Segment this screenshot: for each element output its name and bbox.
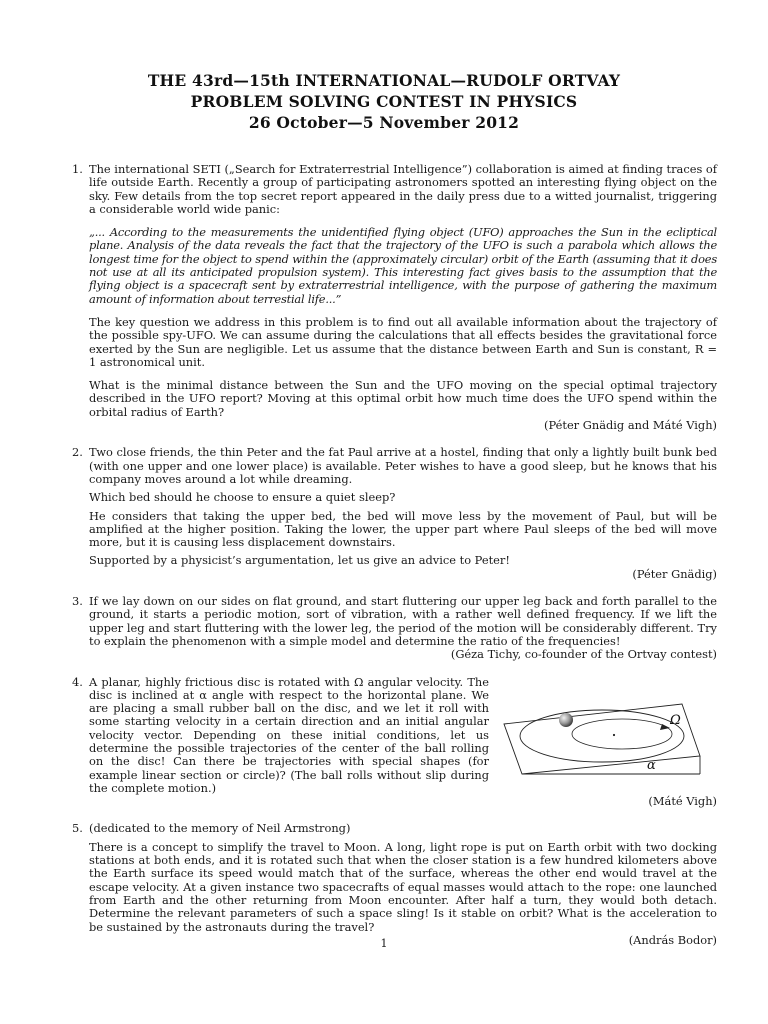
problem-1-paragraph-2: The key question we address in this problem is to find out all available information about the trajectory of the possible spy-UFO. We can assume during the calculations that all effects besides the gravitational force exerted by the Sun are negligible. Let us assume that the distance between Earth and Sun is constant, R = 1 astronomical unit. xyxy=(89,314,717,369)
problem-5-paragraph-2: There is a concept to simplify the travel to Moon. A long, light rope is put on Earth orbit with two docking stations at both ends, and it is rotated such that when the closer station is a few hundred kilometers above the Earth surface its speed would match that of the surface, whereas the other end would travel at the escape velocity. At a given instance two spacecrafts of equal masses would attach to the rope: one launched from Earth and the other returning from Moon encounter. After half a turn, they would both detach. Determine the relevant parameters of such a space sling! Is it stable on orbit? What is the acceleration to be sustained by the astronauts during the travel? xyxy=(89,839,717,934)
problem-2-author: (Péter Gnädig) xyxy=(632,566,717,581)
problem-2-paragraph-2: Which bed should he choose to ensure a quiet sleep? xyxy=(89,490,396,505)
rotation-arrow-arc xyxy=(572,719,672,749)
problem-1-author: (Péter Gnädig and Máté Vigh) xyxy=(544,418,717,433)
problem-5 xyxy=(72,822,717,947)
contest-header xyxy=(0,70,768,133)
title-line-2: PROBLEM SOLVING CONTEST IN PHYSICS xyxy=(190,92,578,111)
title-line-1: THE 43rd—15th INTERNATIONAL—RUDOLF ORTVAY xyxy=(147,71,621,90)
problem-4 xyxy=(72,676,717,809)
problem-number: 4. xyxy=(72,674,83,689)
problem-2-paragraph-1: Two close friends, the thin Peter and the fat Paul arrive at a hostel, finding that only a lightly built bunk bed (with one upper and one lower place) is available. Peter wishes to have a good sleep, but he knows that his company moves around a lot while dreaming. xyxy=(89,445,717,486)
problem-number: 2. xyxy=(72,445,83,460)
problem-3-author: (Géza Tichy, co-founder of the Ortvay contest) xyxy=(450,647,717,662)
problem-4-paragraph-1: A planar, highly frictious disc is rotated with Ω angular velocity. The disc is inclined at α angle with respect to the horizontal plane. We are placing a small rubber ball on the disc, and we let it roll with some starting velocity in a certain direction and an initial angular velocity vector. Depending on these initial conditions, let us determine the possible trajectories of the center of the ball rolling on the disc! Can there be trajectories with special shapes (for example linear section or circle)? (The ball rolls without slip during the complete motion.) xyxy=(89,674,489,795)
problem-1-intro: The international SETI („Search for Extraterrestrial Intelligence”) collaboration is aimed at finding traces of life outside Earth. Recently a group of participating astronomers spotted an interesting flying object on the sky. Few details from the top secret report appeared in the daily press due to a witted journalist, triggering a considerable world wide panic: xyxy=(89,162,717,216)
problem-list xyxy=(72,163,717,947)
problem-1 xyxy=(72,163,717,432)
problem-number: 1. xyxy=(72,162,83,176)
rotating-disc-figure xyxy=(502,686,702,776)
problem-2-paragraph-3: He considers that taking the upper bed, the bed will move less by the movement of Paul, but will be amplified at the higher position. Taking the lower, the upper part where Paul sleeps of the bed will move more, but it is causing less displacement downstairs. xyxy=(89,508,717,550)
problem-5-author: (András Bodor) xyxy=(628,932,717,947)
problem-1-paragraph-3: What is the minimal distance between the Sun and the UFO moving on the special optimal trajectory described in the UFO report? Moving at this optimal orbit how much time does the UFO spend within the orbital radius of Earth? xyxy=(89,378,717,419)
problem-5-dedication: (dedicated to the memory of Neil Armstrong) xyxy=(89,821,351,836)
title-date: 26 October—5 November 2012 xyxy=(248,113,520,132)
alpha-label: α xyxy=(647,757,656,773)
rubber-ball xyxy=(559,713,573,727)
disc-center-dot xyxy=(613,733,615,735)
problem-2-paragraph-4: Supported by a physicist’s argumentation, let us give an advice to Peter! xyxy=(89,553,510,568)
problem-3-paragraph-1: If we lay down on our sides on flat ground, and start fluttering our upper leg back and forth parallel to the ground, it starts a periodic motion, sort of vibration, with a rather well defined frequency. If we lift the upper leg and start fluttering with the lower leg, the period of the motion will be considerably different. Try to explain the phenomenon with a simple model and determine the ratio of the frequencies! xyxy=(89,594,717,648)
problem-3 xyxy=(72,595,717,661)
page-number: 1 xyxy=(380,937,388,950)
disc-outline xyxy=(520,710,684,762)
problem-4-author: (Máté Vigh) xyxy=(648,794,717,809)
problem-2 xyxy=(72,446,717,581)
problem-number: 3. xyxy=(72,594,83,609)
omega-label: Ω xyxy=(670,712,681,728)
problem-number: 5. xyxy=(72,821,83,836)
problem-1-quote: „... According to the measurements the unidentified flying object (UFO) approaches the Sun in the ecliptical plane. Analysis of the data reveals the fact that the trajectory of the UFO is such a parabola which allows the longest time for the object to spend within the (approximately circular) orbit of the Earth (assuming that it does not use at all its anticipated propulsion system). This interesting fact gives basis to the assumption that the flying object is a spacecraft sent by extraterrestrial intelligence, with the purpose of gathering the maximum amount of information about terrestial life...” xyxy=(89,225,717,306)
